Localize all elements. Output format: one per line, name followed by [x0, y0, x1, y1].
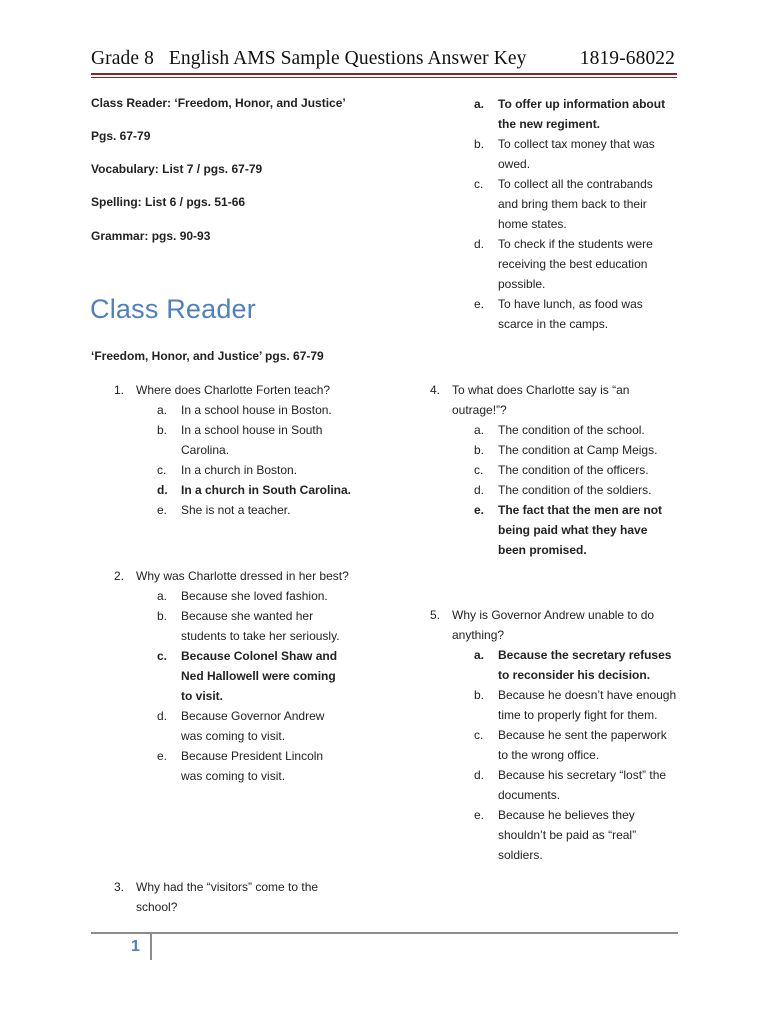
option-d: d. Because his secretary “lost” the documents.: [474, 768, 667, 802]
meta-spelling: Spelling: List 6 / pgs. 51-66: [91, 195, 246, 209]
option-c: c. In a church in Boston.: [157, 463, 298, 477]
question-text: Why is Governor Andrew unable to do anything?: [452, 608, 655, 642]
option-c: c. The condition of the officers.: [474, 463, 649, 477]
question-4: [430, 380, 675, 560]
option-c-answer: c. Because Colonel Shaw and Ned Hallowell were coming to visit.: [157, 649, 338, 703]
question-3: [114, 877, 354, 917]
option-a: a. In a school house in Boston.: [157, 403, 332, 417]
option-e: e. She is not a teacher.: [157, 503, 291, 517]
header-rule-thin: [91, 77, 677, 78]
question-5: [430, 605, 680, 865]
question-text: Where does Charlotte Forten teach?: [136, 383, 331, 397]
question-text: Why was Charlotte dressed in her best?: [136, 569, 349, 583]
meta-class-reader: Class Reader: ‘Freedom, Honor, and Justice’: [91, 96, 346, 110]
option-b: b. Because she wanted her students to take her seriously.: [157, 609, 340, 643]
option-c: c. To collect all the contrabands and bring them back to their home states.: [474, 177, 653, 231]
question-number: 5.: [430, 608, 441, 622]
option-d: d. The condition of the soldiers.: [474, 483, 652, 497]
header-title: Grade 8 English AMS Sample Questions Answer Key: [91, 48, 527, 69]
section-title: Class Reader: [90, 294, 256, 324]
option-a-answer: a. To offer up information about the new regiment.: [474, 97, 666, 131]
option-a: a. The condition of the school.: [474, 423, 645, 437]
question-number: 1.: [114, 383, 125, 397]
option-c: c. Because he sent the paperwork to the wrong office.: [474, 728, 667, 762]
question-number: 2.: [114, 569, 125, 583]
option-d: d. Because Governor Andrew was coming to visit.: [157, 709, 325, 743]
option-b: b. To collect tax money that was owed.: [474, 137, 655, 171]
page-number: 1: [131, 938, 140, 955]
option-d-answer: d. In a church in South Carolina.: [157, 483, 352, 497]
option-e-answer: e. The fact that the men are not being paid what they have been promised.: [474, 503, 663, 557]
question-2: [114, 566, 364, 786]
question-number: 4.: [430, 383, 441, 397]
meta-grammar: Grammar: pgs. 90-93: [91, 229, 211, 243]
option-a: a. Because she loved fashion.: [157, 589, 328, 603]
footer-rule: [91, 932, 678, 934]
question-text: To what does Charlotte say is “an outrage!”?: [452, 383, 630, 417]
option-b: b. The condition at Camp Meigs.: [474, 443, 658, 457]
header-code: 1819-68022: [579, 48, 675, 69]
question-3-options: [474, 94, 674, 334]
option-a-answer: a. Because the secretary refuses to reconsider his decision.: [474, 648, 672, 682]
page-header: [91, 48, 675, 70]
option-e: e. Because President Lincoln was coming to visit.: [157, 749, 324, 783]
question-text: Why had the “visitors” come to the school?: [136, 880, 319, 914]
option-d: d. To check if the students were receiving the best education possible.: [474, 237, 653, 291]
option-b: b. Because he doesn’t have enough time to properly fight for them.: [474, 688, 677, 722]
meta-vocabulary: Vocabulary: List 7 / pgs. 67-79: [91, 162, 263, 176]
option-b: b. In a school house in South Carolina.: [157, 423, 323, 457]
option-e: e. Because he believes they shouldn’t be paid as “real” soldiers.: [474, 808, 637, 862]
page-number-separator: [150, 934, 152, 960]
section-subtitle: ‘Freedom, Honor, and Justice’ pgs. 67-79: [91, 349, 324, 363]
header-rule-thick: [91, 73, 677, 75]
option-e: e. To have lunch, as food was scarce in the camps.: [474, 297, 643, 331]
question-1: [114, 380, 359, 520]
question-number: 3.: [114, 880, 125, 894]
meta-pages: Pgs. 67-79: [91, 129, 151, 143]
